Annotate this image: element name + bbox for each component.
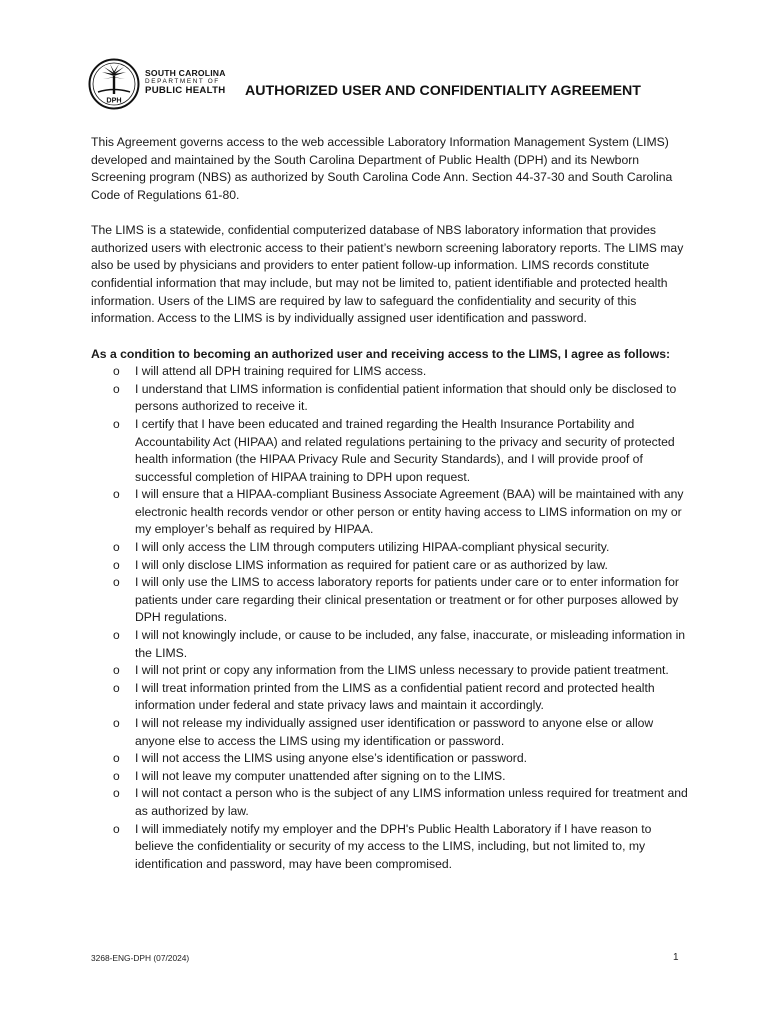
bullet-marker: o	[113, 751, 120, 766]
bullet-marker: o	[113, 364, 120, 379]
agreement-item	[91, 785, 691, 820]
bullet-marker: o	[113, 557, 120, 572]
agreement-text: I will only use the LIMS to access laboratory reports for patients under care or to enter information for patients under care regarding their clinical presentation or treatment or for other purposes allowed by DPH regulations.	[135, 575, 679, 625]
agreement-text: I will not release my individually assigned user identification or password to anyone else or allow anyone else to access the LIMS using my identification or password.	[135, 716, 654, 748]
agreement-item	[91, 574, 691, 627]
agreement-text: I will not contact a person who is the subject of any LIMS information unless required for treatment and as authorized by law.	[135, 786, 688, 818]
bullet-marker: o	[113, 416, 120, 431]
document-title: AUTHORIZED USER AND CONFIDENTIALITY AGREEMENT	[245, 83, 641, 99]
agreement-text: I will not print or copy any information from the LIMS unless necessary to provide patient treatment.	[135, 663, 669, 678]
agreement-item	[91, 680, 691, 715]
bullet-marker: o	[113, 487, 120, 502]
agreement-text: I will attend all DPH training required for LIMS access.	[135, 364, 427, 379]
agreement-item	[91, 557, 691, 575]
bullet-marker: o	[113, 381, 120, 396]
agreement-item	[91, 662, 691, 680]
bullet-marker: o	[113, 575, 120, 590]
bullet-marker: o	[113, 821, 120, 836]
agreement-text: I certify that I have been educated and trained regarding the Health Insurance Portability and Accountability Act (HIPAA) and related regulations pertaining to the privacy and security of protected health information (the HIPAA Privacy Rule and Security Standards), and I will provide proof of successful completion of HIPAA training to DPH upon request.	[135, 416, 675, 484]
bullet-marker: o	[113, 768, 120, 783]
bullet-marker: o	[113, 663, 120, 678]
agreement-item	[91, 821, 691, 874]
agreement-item	[91, 768, 691, 786]
agreement-text: I understand that LIMS information is confidential patient information that should only be disclosed to persons authorized to receive it.	[135, 381, 677, 414]
agreement-item	[91, 539, 691, 557]
agreement-text: I will ensure that a HIPAA-compliant Business Associate Agreement (BAA) will be maintained with any electronic health records vendor or other person or entity having access to LIMS information on my or my employer’s behalf as required by HIPAA.	[135, 487, 684, 537]
document-body	[91, 134, 691, 873]
agreement-item	[91, 381, 691, 416]
seal-text: DPH	[106, 95, 122, 105]
wordmark-line-public-health: PUBLIC HEALTH	[145, 85, 226, 96]
agreement-text: I will not access the LIMS using anyone else’s identification or password.	[135, 751, 528, 766]
agreement-text: I will not leave my computer unattended after signing on to the LIMS.	[135, 768, 506, 783]
wordmark-line-state: SOUTH CAROLINA	[145, 68, 226, 78]
intro-paragraph: This Agreement governs access to the web accessible Laboratory Information Management System (LIMS) developed and maintained by the South Carolina Department of Public Health (DPH) and its Newborn Screening program (NBS) as authorized by South Carolina Code Ann. Section 44-37-30 and South Carolina Code of Regulations 61-80.	[91, 135, 673, 202]
agreement-list	[91, 363, 691, 873]
agreement-item	[91, 363, 691, 381]
agreement-item	[91, 715, 691, 750]
agreement-item	[91, 416, 691, 486]
condition-heading: As a condition to becoming an authorized user and receiving access to the LIMS, I agree as follows:	[91, 346, 671, 361]
document-header	[88, 58, 688, 110]
agreement-text: I will immediately notify my employer and the DPH's Public Health Laboratory if I have reason to believe the confidentiality or security of my access to the LIMS, including, but not limited to, my identification and password, may have been compromised.	[135, 821, 652, 871]
bullet-marker: o	[113, 716, 120, 730]
bullet-marker: o	[113, 680, 120, 695]
lims-description-paragraph: The LIMS is a statewide, confidential computerized database of NBS laboratory information that provides authorized users with electronic access to their patient’s newborn screening laboratory reports. The LIMS may also be used by physicians and providers to enter patient follow-up information. LIMS records constitute confidential information that may include, but may not be limited to, patient identifiable and protected health information. Users of the LIMS are required by law to safeguard the confidentiality and security of this information. Access to the LIMS is by individually assigned user identification and password.	[91, 223, 684, 326]
agreement-text: I will treat information printed from the LIMS as a confidential patient record and protected health information under federal and state privacy laws and maintain it accordingly.	[135, 680, 655, 713]
bullet-marker: o	[113, 628, 120, 643]
dph-seal-logo	[88, 58, 140, 110]
bullet-marker: o	[113, 786, 120, 801]
page-number: 1	[673, 952, 679, 963]
agreement-text: I will only disclose LIMS information as required for patient care or as authorized by law.	[135, 557, 608, 572]
agreement-item	[91, 750, 691, 768]
agreement-text: I will only access the LIM through computers utilizing HIPAA-compliant physical security.	[135, 540, 610, 555]
wordmark-line-department: DEPARTMENT OF	[145, 77, 220, 85]
agreement-item	[91, 627, 691, 662]
agreement-text: I will not knowingly include, or cause to be included, any false, inaccurate, or misleading information in the LIMS.	[135, 628, 686, 660]
agreement-item	[91, 486, 691, 539]
agency-wordmark	[145, 69, 226, 96]
form-code: 3268-ENG-DPH (07/2024)	[91, 953, 190, 963]
bullet-marker: o	[113, 540, 120, 555]
